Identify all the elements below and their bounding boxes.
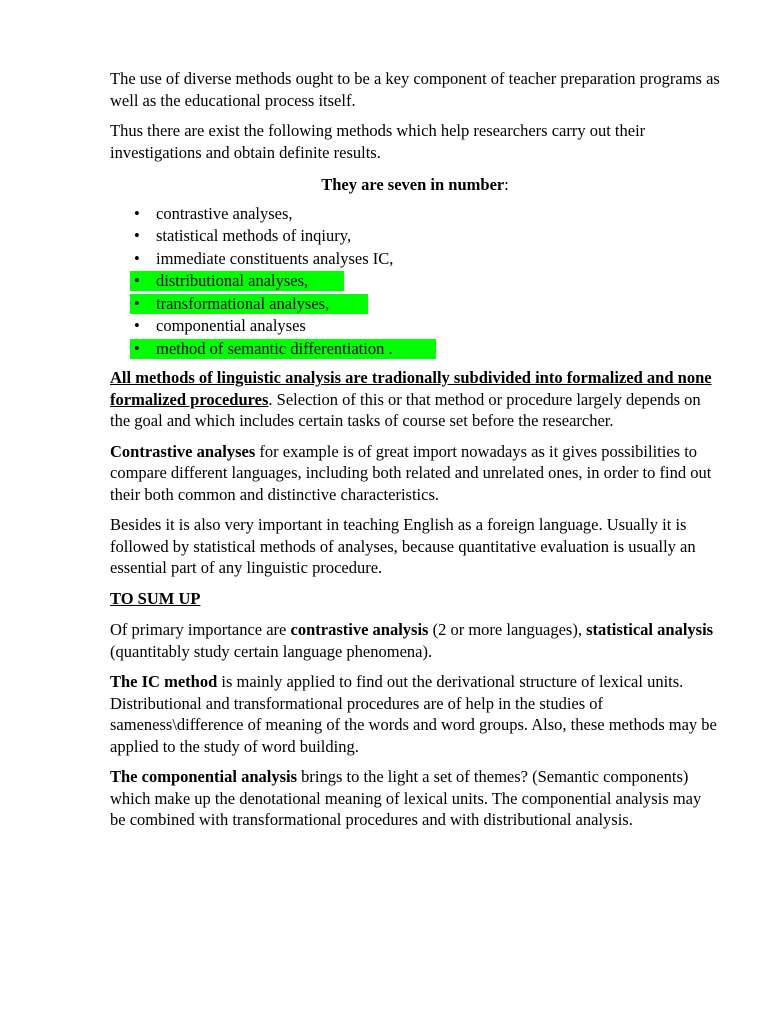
list-item bbox=[130, 248, 720, 271]
classification-rest: . Selection of this or that method or procedure largely depends on the goal and which includes certain tasks of course set before the researcher. bbox=[110, 389, 701, 430]
primary-text-c: (2 or more languages), bbox=[428, 620, 587, 639]
contrastive-rest: for example is of great import nowadays as it gives possibilities to compare different languages, including both related and unrelated ones, in order to find out their both common and distinctive characteristics. bbox=[110, 441, 712, 504]
componential-rest: brings to the light a set of themes? (Semantic components) which make up the denotational meaning of lexical units. The componential analysis may be combined with transformational procedures and with distributional analysis. bbox=[110, 767, 702, 829]
contrastive-paragraph bbox=[110, 441, 720, 506]
ic-method-rest: is mainly applied to find out the derivational structure of lexical units. Distributional and transformational procedures are of help in the studies of sameness\difference of meaning of the words and word groups. Also, these methods may be applied to the study of word building. bbox=[110, 672, 717, 756]
bullet-icon: • bbox=[134, 248, 140, 268]
list-item-text: method of semantic differentiation . bbox=[156, 338, 393, 358]
classification-paragraph bbox=[110, 367, 720, 432]
bullet-icon: • bbox=[134, 338, 140, 358]
list-item-highlighted bbox=[130, 270, 720, 293]
methods-heading-colon: : bbox=[504, 175, 509, 194]
methods-heading-bold: They are seven in number bbox=[321, 175, 505, 194]
bullet-icon: • bbox=[134, 316, 140, 335]
list-item-text: componential analyses bbox=[156, 316, 306, 335]
sum-up-heading: TO SUM UP bbox=[110, 588, 201, 608]
statistical-analysis-term: statistical analysis bbox=[586, 620, 714, 639]
primary-text-e: (quantitably study certain language phenomena). bbox=[110, 641, 433, 661]
list-item-highlighted bbox=[130, 293, 720, 316]
methods-list bbox=[110, 203, 720, 361]
methods-heading bbox=[110, 174, 720, 196]
list-item-text: immediate constituents analyses IC, bbox=[156, 248, 394, 268]
bullet-icon: • bbox=[134, 203, 140, 223]
methods-intro-paragraph: Thus there are exist the following methods which help researchers carry out their investigations and obtain definite results. bbox=[110, 121, 646, 162]
list-item-text: contrastive analyses, bbox=[156, 203, 293, 223]
ic-method-term: The IC method bbox=[110, 672, 218, 691]
contrastive-analysis-term: contrastive analysis bbox=[290, 620, 429, 639]
primary-importance-paragraph bbox=[110, 619, 720, 662]
componential-term: The componential analysis bbox=[110, 767, 298, 786]
document-page bbox=[110, 68, 720, 840]
primary-text-a: Of primary importance are bbox=[110, 620, 291, 639]
ic-method-paragraph bbox=[110, 671, 720, 757]
list-item bbox=[130, 225, 720, 248]
list-item-text: statistical methods of inqiury, bbox=[156, 226, 352, 245]
list-item-highlighted bbox=[130, 338, 720, 361]
bullet-icon: • bbox=[134, 226, 140, 245]
list-item bbox=[130, 315, 720, 338]
componential-paragraph bbox=[110, 766, 720, 831]
list-item bbox=[130, 203, 720, 226]
bullet-icon: • bbox=[134, 271, 140, 290]
list-item-text: distributional analyses, bbox=[156, 271, 309, 290]
classification-bold-statement: All methods of linguistic analysis are tradionally subdivided into formalized and none formalized procedures bbox=[110, 368, 712, 409]
list-item-text: transformational analyses, bbox=[156, 293, 330, 313]
contrastive-term: Contrastive analyses bbox=[110, 441, 256, 461]
teaching-paragraph: Besides it is also very important in teaching English as a foreign language. Usually it is followed by statistical methods of analyses, because quantitative evaluation is usually an essential part of any linguistic procedure. bbox=[110, 515, 696, 577]
intro-paragraph: The use of diverse methods ought to be a key component of teacher preparation programs as well as the educational process itself. bbox=[110, 69, 720, 110]
bullet-icon: • bbox=[134, 293, 140, 313]
